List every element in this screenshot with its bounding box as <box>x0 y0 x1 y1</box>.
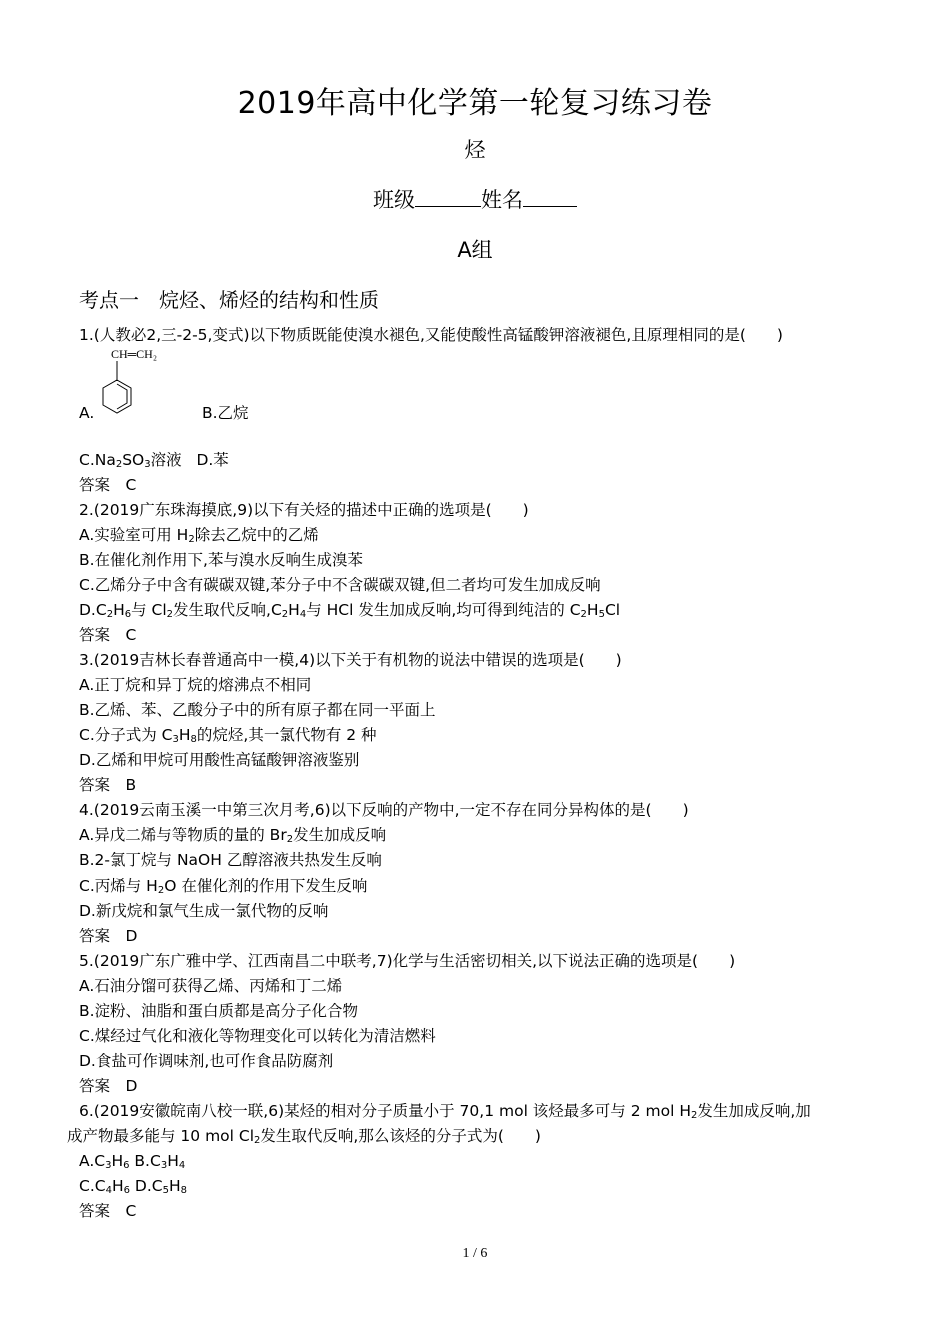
question-2-stem: 2.(2019广东珠海摸底,9)以下有关烃的描述中正确的选项是( ) <box>79 501 529 519</box>
question-6-stem-line-2: 成产物最多能与 10 mol $Cl_2$发生取代反响,那么该烃的分子式为( ) <box>67 1127 541 1146</box>
question-3-option-a: A.正丁烷和异丁烷的熔沸点不相同 <box>79 676 312 694</box>
question-6-answer: 答案 C <box>79 1202 137 1220</box>
question-2-option-c: C.乙烯分子中含有碳碳双键,苯分子中不含碳碳双键,但二者均可发生加成反响 <box>79 576 601 594</box>
question-3-stem: 3.(2019吉林长春普通高中一模,4)以下关于有机物的说法中错误的选项是( ) <box>79 651 622 669</box>
class-name-line <box>0 184 950 214</box>
name-blank[interactable] <box>523 186 577 207</box>
question-4-stem: 4.(2019云南玉溪一中第三次月考,6)以下反响的产物中,一定不存在同分异构体的是( ) <box>79 801 689 819</box>
question-1-options-cd: $C.Na_2SO_3$溶液 D.苯 <box>79 451 229 470</box>
question-1-option-a: A. <box>79 404 95 422</box>
question-5-option-b: B.淀粉、油脂和蛋白质都是高分子化合物 <box>79 1002 359 1020</box>
question-2-option-a: A.实验室可用 $H_2$除去乙烷中的乙烯 <box>79 526 319 545</box>
question-5-stem: 5.(2019广东广雅中学、江西南昌二中联考,7)化学与生活密切相关,以下说法正确的选项是( ) <box>79 952 736 970</box>
question-4-answer: 答案 D <box>79 927 138 945</box>
question-4-option-c: C.丙烯与 $H_2O$ 在催化剂的作用下发生反响 <box>79 877 368 896</box>
styrene-label: CH═CH₂ <box>111 347 158 361</box>
question-5-option-a: A.石油分馏可获得乙烯、丙烯和丁二烯 <box>79 977 343 995</box>
question-5-option-d: D.食盐可作调味剂,也可作食品防腐剂 <box>79 1052 334 1070</box>
benzene-inner-bond <box>117 384 127 409</box>
question-1-stem: 1.(人教必2,三-2-5,变式)以下物质既能使溴水褪色,又能使酸性高锰酸钾溶液褪色,且原理相同的是( ) <box>79 326 783 344</box>
question-5-answer: 答案 D <box>79 1077 138 1095</box>
page-number: 1 / 6 <box>462 1246 488 1261</box>
question-2-answer: 答案 C <box>79 626 137 644</box>
question-1-option-b: B.乙烷 <box>202 404 249 422</box>
question-6-stem-line-1: 6.(2019安徽皖南八校一联,6)某烃的相对分子质量小于 70,1 mol 该烃最多可与 2 mol $H_2$发生加成反响,加 <box>79 1102 811 1121</box>
question-4-option-a: A.异戊二烯与等物质的量的 $Br_2$发生加成反响 <box>79 826 387 845</box>
question-5-option-c: C.煤经过气化和液化等物理变化可以转化为清洁燃料 <box>79 1027 436 1045</box>
question-6-options-ab: $A.C_3H_6$ $B.C_3H_4$ <box>79 1152 186 1171</box>
question-4-option-b: B.2-氯丁烷与 NaOH 乙醇溶液共热发生反响 <box>79 851 382 869</box>
page-subtitle: 烃 <box>464 138 486 162</box>
name-label: 姓名 <box>481 188 523 212</box>
group-heading: A组 <box>457 238 493 262</box>
question-3-option-d: D.乙烯和甲烷可用酸性高锰酸钾溶液鉴别 <box>79 751 360 769</box>
question-3-option-c: C.分子式为 $C_3H_8$的烷烃,其一氯代物有 2 种 <box>79 726 377 745</box>
page-title: 2019年高中化学第一轮复习练习卷 <box>237 86 713 121</box>
styrene-structure <box>97 344 181 422</box>
question-1-answer: 答案 C <box>79 476 137 494</box>
question-2-option-d: $D.C_2H_6$与 $Cl_2$发生取代反响$,C_2H_4$与 HCl 发生加成反响,均可得到纯洁的 $C_2H_5Cl$ <box>79 601 621 620</box>
class-label: 班级 <box>373 188 415 212</box>
question-4-option-d: D.新戊烷和氯气生成一氯代物的反响 <box>79 902 329 920</box>
question-3-answer: 答案 B <box>79 776 137 794</box>
class-blank[interactable] <box>415 186 481 207</box>
question-3-option-b: B.乙烯、苯、乙酸分子中的所有原子都在同一平面上 <box>79 701 436 719</box>
section-heading: 考点一 烷烃、烯烃的结构和性质 <box>79 288 379 312</box>
question-6-options-cd: $C.C_4H_6$ $D.C_5H_8$ <box>79 1177 188 1196</box>
question-2-option-b: B.在催化剂作用下,苯与溴水反响生成溴苯 <box>79 551 363 569</box>
